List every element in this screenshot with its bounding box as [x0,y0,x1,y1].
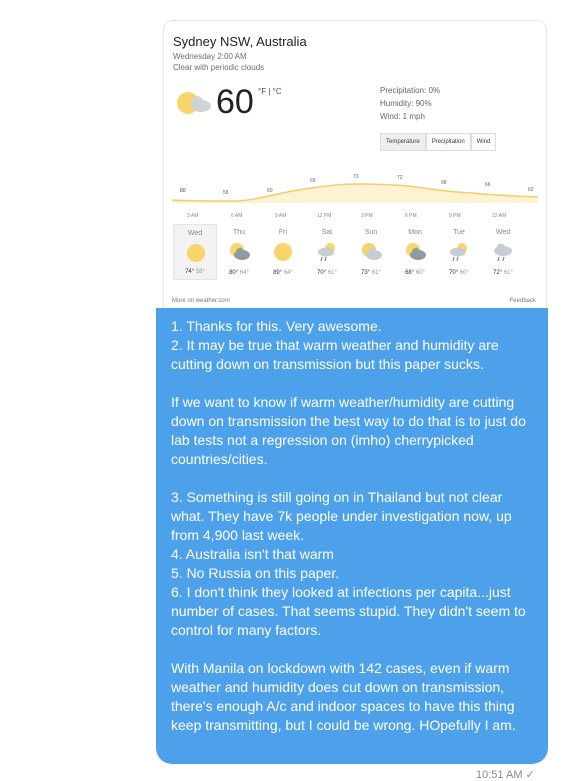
current-weather-icon [174,87,214,117]
unit-separator: | [266,87,273,96]
feedback-link[interactable]: Feedback [509,298,536,304]
graph-temp-label: 60 [267,188,273,194]
graph-temp-label: 60 [180,188,186,194]
partly-cloudy-icon [359,242,383,262]
forecast-high: 70° [449,270,459,276]
tab-precipitation[interactable]: Precipitation [426,133,471,151]
forecast-low: 64° [283,270,293,276]
forecast-high: 70° [317,270,327,276]
weather-datetime: Wednesday 2:00 AM [173,52,247,61]
graph-time-label: 3 AM [187,213,199,219]
wind-stat: Wind: 1 mph [380,112,425,121]
forecast-high: 89° [273,270,283,276]
partly-cloudy-icon [227,242,251,262]
forecast-day[interactable] [481,224,525,280]
hourly-temperature-graph [172,169,538,227]
graph-temp-label: 58 [223,190,229,196]
unit-toggle[interactable] [258,87,282,96]
forecast-high: 68° [405,270,415,276]
forecast-day-name: Fri [278,229,288,236]
weather-condition: Clear with periodic clouds [173,63,265,72]
graph-temp-label: 62 [528,187,534,193]
weather-location: Sydney NSW, Australia [173,34,307,49]
forecast-day[interactable] [217,224,261,280]
sun-icon [271,242,295,262]
forecast-day-name: Tue [453,229,465,236]
forecast-day[interactable] [173,224,217,280]
forecast-day-name: Wed [495,229,511,236]
forecast-day-name: Sat [321,229,333,236]
graph-temp-label: 73 [353,174,359,180]
tab-temperature[interactable]: Temperature [380,133,426,151]
rain-cloud-icon [491,242,515,262]
humidity-stat: Humidity: 90% [380,99,432,108]
forecast-high: 73° [361,270,371,276]
tab-wind[interactable]: Wind [471,133,497,151]
forecast-day-name: Mon [408,229,422,236]
weather-card [163,20,547,310]
forecast-low: 61° [371,270,381,276]
graph-temp-label: 72 [397,175,403,181]
weather-source-link[interactable]: More on weather.com [172,298,230,304]
forecast-low: 64° [239,270,249,276]
graph-time-label: 9 AM [275,213,287,219]
precipitation-stat: Precipitation: 0% [380,86,441,95]
unit-fahrenheit[interactable]: °F [258,87,267,96]
graph-time-label: 12 PM [317,213,332,219]
forecast-day-name: Wed [187,230,203,237]
forecast-low: 61° [327,270,337,276]
forecast-day[interactable] [261,224,305,280]
weather-tabs [380,133,496,151]
graph-time-label: 3 PM [361,213,373,219]
message-text: 1. Thanks for this. Very awesome. 2. It may be true that warm weather and humidity are cutting down on transmission but this paper sucks. If we want to know if warm weather/humidity are cutting down on transmission the best way to do that is to just do lab tests not a regression on (imho) cherrypicked countries/cities. 3. Something is still going on in Thailand but not clear what. They have 7k people under investigation now, up from 4,900 last week. 4. Australia isn't that warm 5. No Russia on this paper. 6. I don't think they looked at infections per capita...just number of cases. That seems stupid. They didn't seem to control for many factors. With Manila on lockdown with 142 cases, even if warm weather and humidity does cut down on transmission, there's enough A/c and indoor spaces to have this thing keep transmitting, but I could be wrong. HOpefully I am. [171,318,526,733]
forecast-low: 61° [503,270,513,276]
graph-time-label: 9 PM [449,213,461,219]
graph-time-label: 6 AM [231,213,243,219]
forecast-day[interactable] [437,224,481,280]
rain-sun-icon [447,242,471,262]
daily-forecast [173,224,525,280]
forecast-low: 58° [195,269,205,275]
unit-celsius[interactable]: °C [272,87,282,96]
forecast-high: 80° [229,270,239,276]
current-temperature: 60 [216,83,254,121]
graph-temp-label: 69 [310,178,316,184]
forecast-low: 60° [415,270,425,276]
forecast-day-name: Thu [232,229,246,236]
graph-temp-label: 68 [441,180,447,186]
forecast-day[interactable] [393,224,437,280]
forecast-low: 60° [459,270,469,276]
graph-temp-label: 66 [485,182,491,188]
graph-time-label: 6 PM [405,213,417,219]
graph-time-label: 12 AM [492,213,507,219]
forecast-day-name: Sun [364,229,378,236]
forecast-day[interactable] [305,224,349,280]
message-bubble [156,308,548,764]
rain-sun-icon [315,242,339,262]
forecast-high: 74° [185,269,195,275]
sun-icon [184,243,208,263]
forecast-high: 72° [493,270,503,276]
partly-cloudy-icon [403,242,427,262]
message-timestamp: 10:51 AM ✓ [476,769,535,781]
forecast-day[interactable] [349,224,393,280]
